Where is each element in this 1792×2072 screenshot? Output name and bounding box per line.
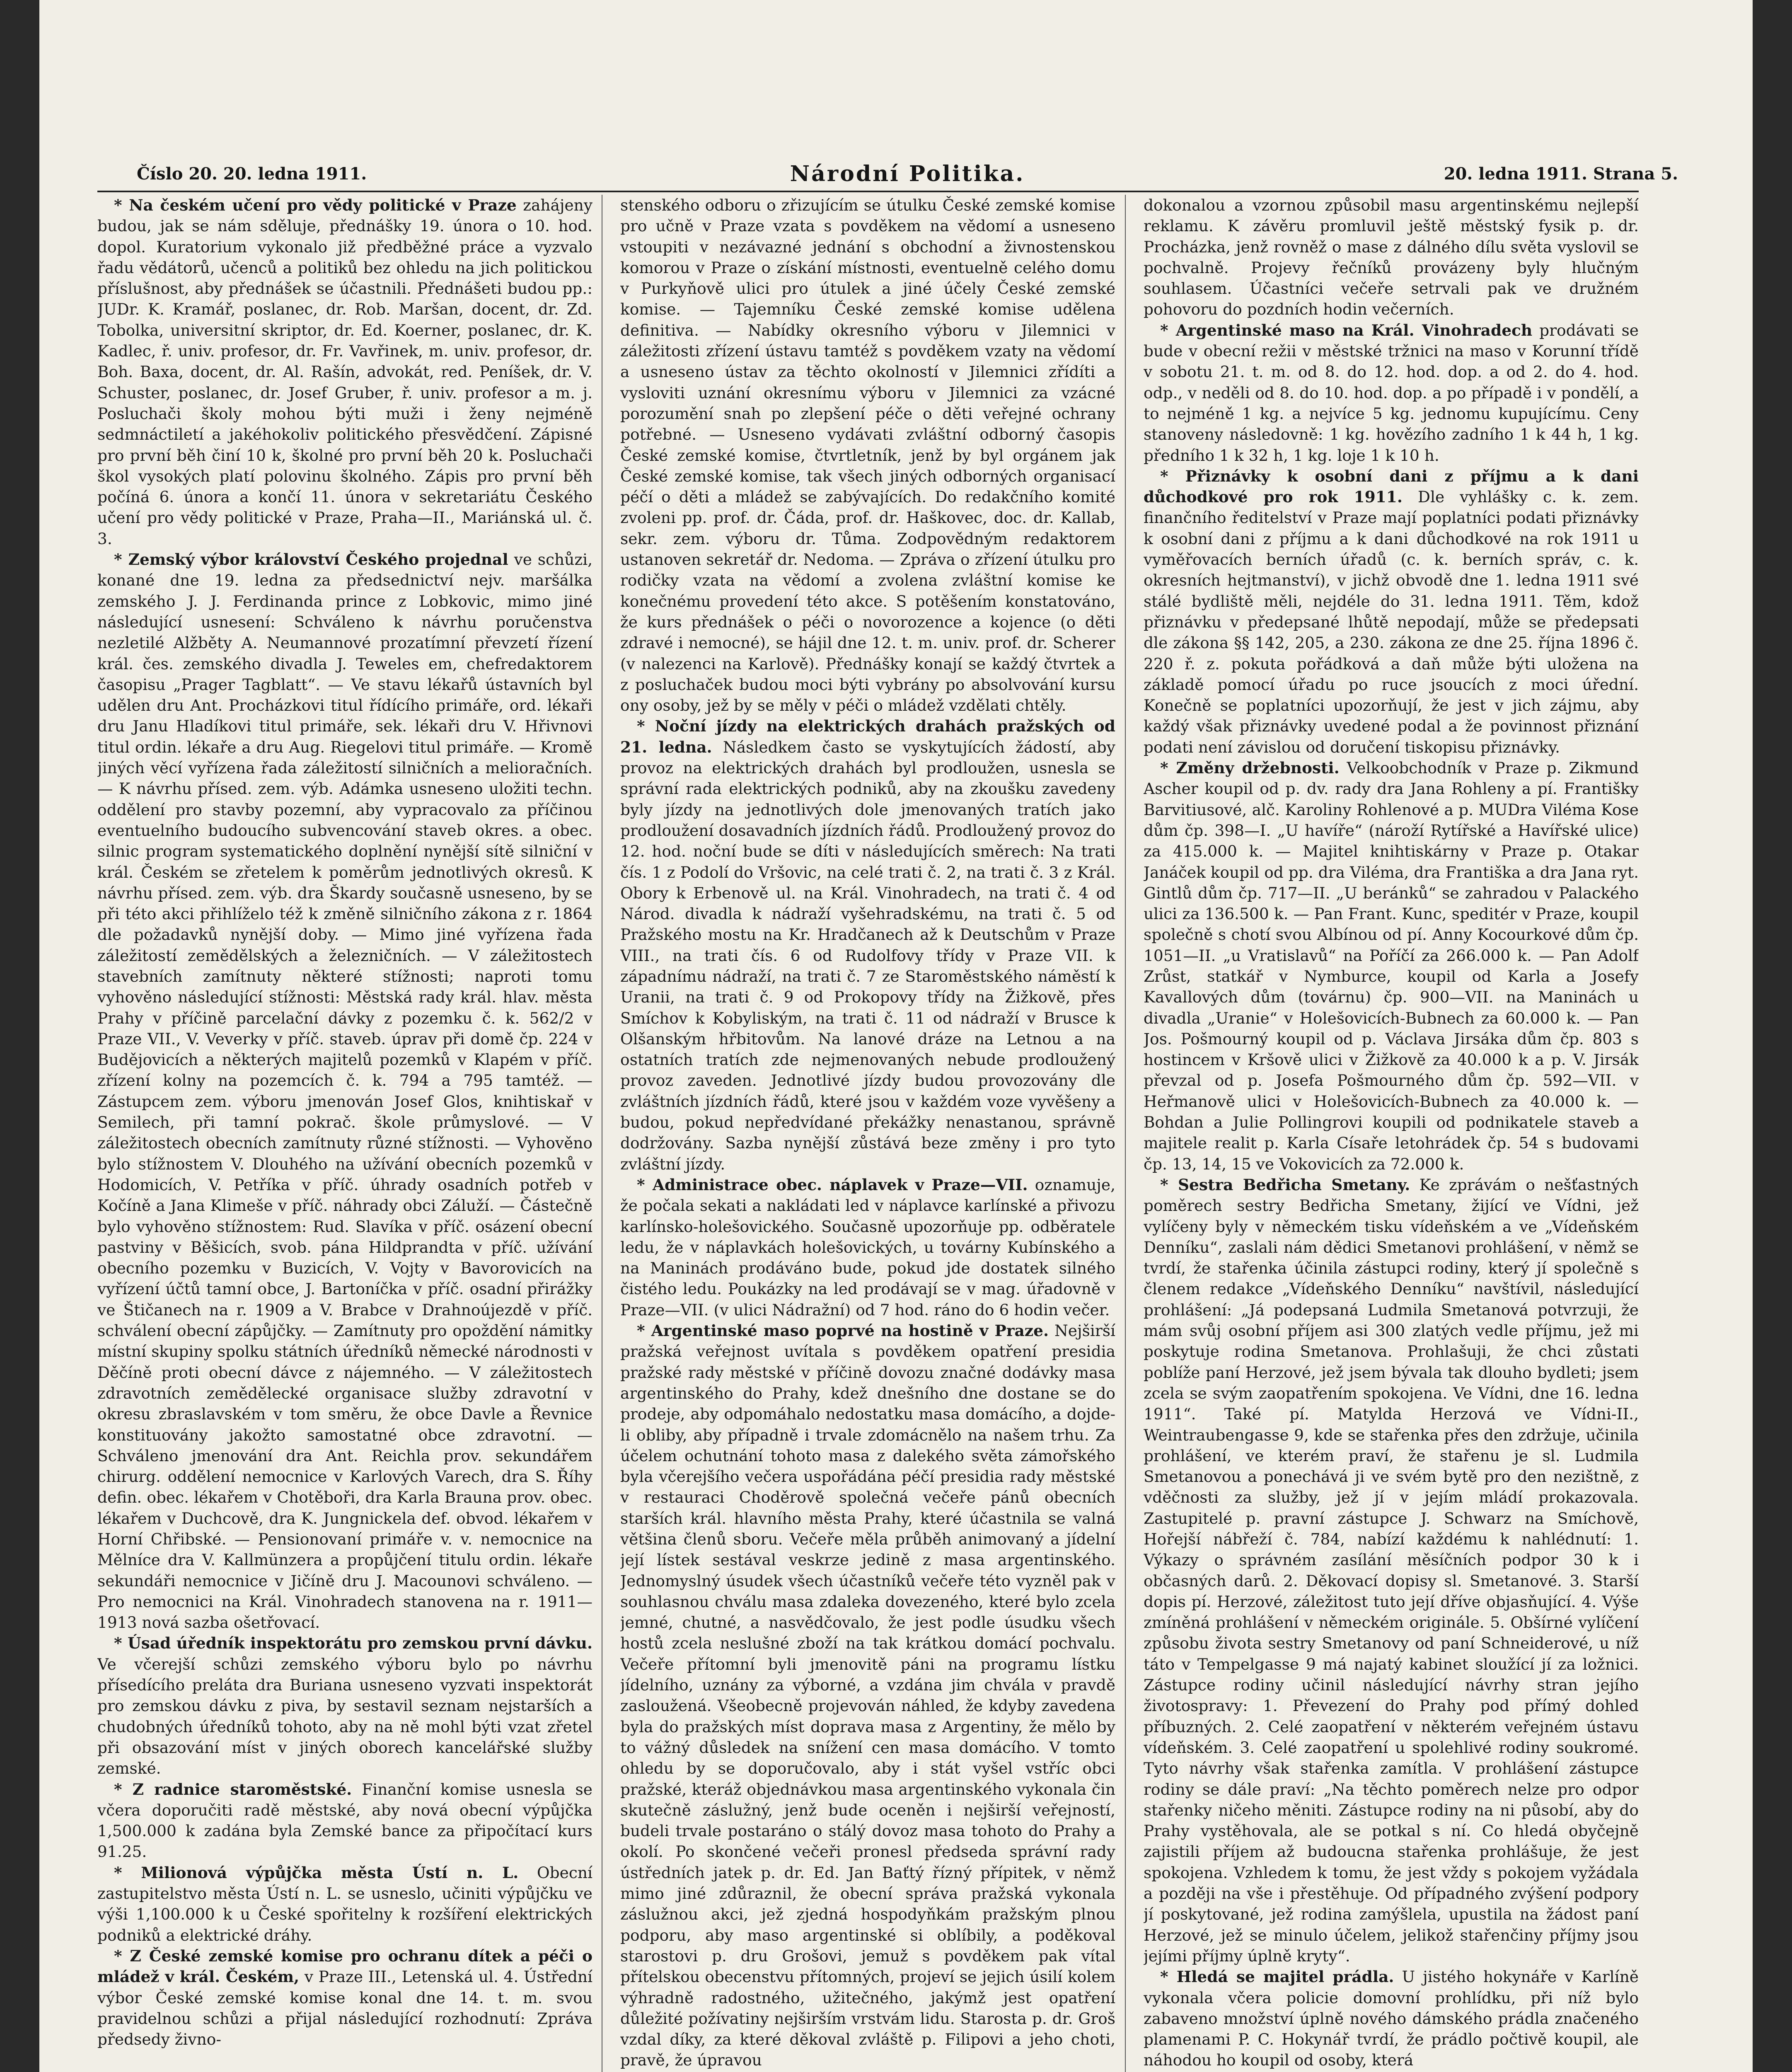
masthead-title: Národní Politika. bbox=[790, 161, 1025, 186]
article-paragraph bbox=[1144, 195, 1639, 320]
article-body: prodávati se bude v obecní režii v městské tržnici na maso v Korunní třídě v sobotu 21. t. m. od 8. do 12. hod. dop. a od 2. do 4. hod. odp., v neděli od 8. do 10. hod. dop. a po případě i v pondělí, a to nejméně 1 kg. a nejvíce 5 kg. jednomu kupujícímu. Ceny stanoveny následovně: 1 kg. hovězího zadního 1 k 44 h, 1 kg. předního 1 k 32 h, 1 kg. loje 1 k 10 h. bbox=[1144, 321, 1639, 465]
article-body: Ke zprávám o nešťastných poměrech sestry Bedřicha Smetany, žijící ve Vídni, jež vylíčeny byly v německém tisku vídeňském a ve „Vídeňském Denníku“, zaslali nám dědici Smetanovi prohlášení, v němž se tvrdí, že stařenka účinila zástupci rodiny, který jí společně s členem redakce „Vídeňského Denníku“ navštívil, následující prohlášení: „Já podepsaná Ludmila Smetanová potvrzuji, že mám svůj osobní příjem asi 300 zlatých vedle příjmu, jež mi poskytuje rodina Smetanova. Prohlašuji, že chci zůstati poblíže paní Herzové, jež jsem bývala tak dlouho bydleti; jsem zcela se svým zaopatřením spokojena. Ve Vídni, dne 16. ledna 1911“. Také pí. Matylda Herzová ve Vídni-II., Weintraubengasse 9, kde se stařenka přes den zdržuje, učinila prohlášení, ve kterém praví, že stařenu je sl. Ludmila Smetanovou a ponechává ji ve svém bytě pro den nezištně, z vděčnosti za služby, jež jí v jejím mládí prokazovala. Zastupitelé p. pravní zástupce J. Schwarz na Smíchově, Hořejší nábřeží č. 784, nabízí každému k nahlédnutí: 1. Výkazy o správném zasílání měsíčních podpor 30 k i občasných darů. 2. Děkovací dopisy sl. Smetanové. 3. Starší dopis pí. Herzové, záležitost tuto její dříve objasňující. 4. Výše zmíněná prohlášení v německém originále. 5. Obšírné vylíčení způsobu života sestry Smetanovy od paní Schneiderové, u níž táto v Tempelgasse 9 má najatý kabinet sloužící jí za ložnici. Zástupce rodiny učinil následující návrhy stran jejího životospravy: 1. Převezení do Prahy pod přímý dohled příbuzných. 2. Celé zaopatření v některém veřejném ústavu vídeňském. 3. Celé zaopatření u spolehlivé rodiny soukromé. Tyto návrhy však stařenka zamítla. V prohlášení zástupce rodiny se dále praví: „Na těchto poměrech nelze pro odpor stařenky ničeho měniti. Zástupce rodiny na ni působí, aby do Prahy vystěhovala, ale se potkal s ní. Co hledá obyčejně zajistili příjem až budoucna stařenka prohlášuje, že jest spokojena. Vzhledem k tomu, že jest vždy s pokojem vyžádala a později na vše i přestěhuje. Od případného zvýšení podpory jí poskytované, jež rodina zamýšlela, upustila na žádost paní Herzové, jež se minulo účelem, jelikož stařenčiny příjmy jsou jejími příjmy úplně kryty“. bbox=[1144, 1175, 1639, 1965]
article-body: Velkoobchodník v Praze p. Zikmund Ascher koupil od p. dv. rady dra Jana Rohleny a pí. Františky Barvitiusové, alč. Karoliny Rohlenové a p. MUDra Viléma Kose dům čp. 398—I. „U havíře“ (nároží Rytířské a Havířské ulice) za 415.000 k. — Majitel knihtiskárny v Praze p. Otakar Janáček koupil od pp. dra Viléma, dra Františka a dra Jana ryt. Gintlů dům čp. 717—II. „U beránků“ se zahradou v Palackého ulici za 136.500 k. — Pan Frant. Kunc, speditér v Praze, koupil společně s chotí svou Albínou od pí. Anny Kocourkové dům čp. 1051—II. „u Vratislavů“ na Poříčí za 266.000 k. — Pan Adolf Zrůst, statkář v Nymburce, koupil od Karla a Josefy Kavallových dům (továrnu) čp. 900—VII. na Maninách u divadla „Uranie“ v Holešovicích-Bubnech za 60.000 k. — Pan Jos. Pošmourný koupil od p. Václava Jirsáka dům čp. 803 s hostincem v Kršově ulici v Žižkově za 40.000 k a p. V. Jirsák převzal od p. Josefa Pošmourného dům čp. 592—VII. v Heřmanově ulici v Holešovicích-Bubnech za 40.000 k. — Bohdan a Julie Pollingrovi koupili od podnikatele staveb a majitele realit p. Karla Císaře letohrádek čp. 54 s budovami čp. 13, 14, 15 ve Vokovicích za 72.000 k. bbox=[1144, 759, 1639, 1173]
article-paragraph bbox=[1144, 758, 1639, 1174]
article-paragraph bbox=[97, 195, 592, 549]
article-paragraph bbox=[620, 195, 1115, 716]
article-body: zahájeny budou, jak se nám sděluje, přednášky 19. února o 10. hod. dopol. Kuratorium vykonalo již předběžné práce a vyzvalo řadu vědátorů, učenců a politiků bez ohledu na jich politickou příslušnost, aby přednášek se účastnili. Přednášeti budou pp.: JUDr. K. Kramář, poslanec, dr. Rob. Maršan, docent, dr. Zd. Tobolka, universitní skriptor, dr. Ed. Koerner, poslanec, dr. K. Kadlec, ř. univ. profesor, dr. Fr. Vavřinek, m. univ. profesor, dr. Boh. Baxa, docent, dr. Al. Rašín, advokát, red. Peníšek, dr. V. Schuster, poslanec, dr. Josef Gruber, ř. univ. profesor a m. j. Posluchači školy mohou býti muži i ženy nejméně sedmnáctiletí a jakéhokoliv politického přesvědčení. Zápisné pro první běh činí 10 k, školné pro první běh 20 k. Posluchači škol vysokých platí polovinu školného. Zápis pro první běh počíná 6. února a končí 11. února v sekretariátu Českého učení pro vědy politické v Praze, Praha—II., Mariánská ul. č. 3. bbox=[97, 196, 592, 548]
header-rule bbox=[97, 191, 1639, 192]
page-header bbox=[137, 160, 1678, 189]
page-date: 20. ledna 1911. Strana 5. bbox=[1444, 164, 1678, 184]
article-body: U jistého hokynáře v Karlíně vykonala včera policie domovní prohlídku, při níž bylo zabaveno množství úplně nového dámského prádla značeného plamenami P. C. Hokynář tvrdí, že prádlo počtivě koupil, ale náhodou ho koupil od osoby, která bbox=[1144, 1968, 1639, 2070]
article-paragraph bbox=[1144, 320, 1639, 466]
column-3 bbox=[1144, 195, 1639, 2072]
article-headline: * Administrace obec. náplavek v Praze—VII. bbox=[637, 1175, 1028, 1194]
article-body: ve schůzi, konané dne 19. ledna za předsednictví nejv. maršálka zemského J. J. Ferdinanda prince z Lobkovic, mimo jiné následující usnesení: Schváleno k návrhu poručenstva nezletilé Alžběty A. Neumannové prozatímní převzetí řízení král. čes. zemského divadla J. Teweles em, chefredaktorem časopisu „Prager Tagblatt“. — Ve stavu lékařů ústavních byl udělen dru Ant. Procházkovi titul řídícího primáře, ord. lékaři dru Janu Hladíkovi titul primáře, sek. lékaři dru V. Hřivnovi titul ordin. lékaře a dru Aug. Riegelovi titul primáře. — Kromě jiných věcí vyřízena řada záležitostí silničních a melioračních. — K návrhu přísed. zem. výb. Adámka usneseno uložiti techn. oddělení pro stavby pozemní, aby vypracovalo za příčinou eventuelního budoucího subvencování staveb okres. a obec. silnic program systematického doplnění nynější sítě silniční v král. Českém se zřetelem k poměrům jednotlivých okresů. K návrhu přísed. zem. výb. dra Škardy současně usneseno, by se při této akci přihlíželo též k změně silničního zákona z r. 1864 dle požadavků nynější doby. — Mimo jiné vyřízena řada záležitostí zemědělských a železničních. — V záležitostech stavebních zamítnuty některé stížnosti; naproti tomu vyhověno následující stížnosti: Městská rady král. hlav. města Prahy v příčině parcelační dávky z pozemku č. k. 562/2 v Praze VII., V. Veverky v příč. staveb. úprav při domě čp. 224 v Budějovicích a některých majitelů pozemků v Klapém v příč. zřízení kolny na pozemcích č. k. 794 a 795 tamtéž. — Zástupcem zem. výboru jmenován Josef Glos, knihtiskař v Semilech, při tamní pokrač. škole průmyslové. — V záležitostech obecních zamítnuty různé stížnosti. — Vyhověno bylo stížnostem V. Dlouhého na užívání obecních pozemků v Hodomicích, V. Petříka v příč. úhrady osadních potřeb v Kočíně a Jana Klimeše v příč. náhrady obci Záluží. — Částečně bylo vyhověno stížnostem: Rud. Slavíka v příč. osázení obecní pastviny v Běšicích, svob. pána Hildprandta v příč. užívání obecního pozemku v Buzicích, V. Vojty v Bavorovicích na vyřízení účtů tamní obce, J. Bartoníčka v příč. osadní přirážky ve Štičanech na r. 1909 a V. Brabce v Drahnoújezdě v příč. schválení obecní zápůjčky. — Zamítnuty pro opoždění námitky místní skupiny spolku státních úředníků německé národnosti v Děčíně proti obecní dávce z nájemného. — V záležitostech zdravotních zemědělecké organisace služby zdravotní v okresu zbraslavském v tom směru, že obce Davle a Řevnice konstituovány jakožto samostatné obce zdravotní. — Schváleno jmenování dra Ant. Reichla prov. sekundářem chirurg. oddělení nemocnice v Karlových Varech, dra S. Říhy defin. obec. lékařem v Chotěboři, dra Karla Brauna prov. obec. lékařem v Duchcově, dra K. Jungnickela def. obvod. lékařem v Horní Chřibské. — Pensionovaní primáře v. v. nemocnice na Mělníce dra V. Kallmünzera a propůjčení titulu ordin. lékaře sekundáři nemocnice v Jičíně dru J. Macounovi schváleno. — Pro nemocnici na Král. Vinohradech stanovena na r. 1911—1913 nová sazba ošetřovací. bbox=[97, 550, 592, 1632]
article-headline: * Milionová výpůjčka města Ústí n. L. bbox=[114, 1863, 519, 1882]
article-paragraph bbox=[620, 716, 1115, 1174]
article-headline: * Z České zemské komise pro ochranu dítek a péči o mládež v král. Českém, bbox=[97, 1946, 592, 1986]
article-paragraph bbox=[97, 1862, 592, 1946]
article-body: v Praze III., Letenská ul. 4. Ústřední výbor České zemské komise konal dne 14. t. m. svou pravidelnou schůzi a přijal následující rozhodnutí: Zpráva předsedy živno- bbox=[97, 1968, 592, 2049]
article-headline: * Úsad úředník inspektorátu pro zemskou první dávku. bbox=[114, 1634, 592, 1653]
article-paragraph bbox=[97, 1633, 592, 1779]
column-2 bbox=[620, 195, 1115, 2072]
article-body: Dle vyhlášky c. k. zem. finančního ředitelství v Praze mají poplatníci podati přiznávky k osobní dani z příjmu a k dani důchodkové na rok 1911 u vyměřovacích berních úřadů (c. k. berních správ, c. k. okresních hejtmanství), v jichž obvodě dne 1. ledna 1911 své stálé bydliště měli, nejdéle do 31. ledna 1911. Těm, kdož přiznávku v předepsané lhůtě nepodají, může se předepsati dle zákona §§ 142, 205, a 230. zákona ze dne 25. října 1896 č. 220 ř. z. pokuta pořádková a daň může býti uložena na základě pomocí úřadu po ruce jsoucích z moci úřední. Konečně se poplatníci upozorňují, že jest v jich zájmu, aby každý však přiznávky uvedené podal a že povinnost přiznání podati není závislou od doručení tiskopisu přiznávky. bbox=[1144, 488, 1639, 756]
article-paragraph bbox=[1144, 466, 1639, 758]
article-paragraph bbox=[1144, 1174, 1639, 1966]
article-headline: * Sestra Bedřicha Smetany. bbox=[1160, 1175, 1410, 1194]
article-headline: * Argentinské maso na Král. Vinohradech bbox=[1160, 321, 1533, 339]
article-headline: * Hledá se majitel prádla. bbox=[1160, 1968, 1394, 1986]
article-body: Ve včerejší schůzi zemského výboru bylo po návrhu přísedícího preláta dra Buriana usneseno vyzvati inspektorát pro zemskou dávku z piva, by sestavil seznam nejstarších a chudobných úředníků tohoto, aby na ně mohl býti vzat zřetel při obsazování míst v jiných oborech kancelářské služby zemské. bbox=[97, 1655, 592, 1778]
article-paragraph bbox=[620, 1320, 1115, 2071]
issue-number: Číslo 20. 20. ledna 1911. bbox=[137, 164, 367, 184]
article-paragraph bbox=[97, 1946, 592, 2050]
article-body: oznamuje, že počala sekati a nakládati led v náplavce karlínské a přivozu karlínsko-holešovického. Současně upozorňuje pp. odběratele ledu, že v náplavkách holešovických, u továrny Kubínského a na Maninách prodáváno bude, pokud jde dostatek silného čistého ledu. Poukázky na led prodávají se v mag. úřadovně v Praze—VII. (v ulici Nádražní) od 7 hod. ráno do 6 hodin večer. bbox=[620, 1175, 1115, 1319]
article-body: Následkem často se vyskytujících žádostí, aby provoz na elektrických drahách byl prodloužen, usnesla se správní rada elektrických podniků, aby na zkoušku zavedeny byly jízdy na jednotlivých dole jmenovaných tratích jako prodloužení dosavadních jízdních řádů. Prodloužený provoz do 12. hod. noční bude se díti v následujících směrech: Na trati čís. 1 z Podolí do Vršovic, na celé trati č. 2, na trati č. 3 z Král. Obory k Erbenově ul. na Král. Vinohradech, na trati č. 4 od Národ. divadla k nádraží vyšehradskému, na trati č. 5 od Pražského mostu na Kr. Hradčanech až k Deutschům v Praze VIII., na trati čís. 6 od Rudolfovy třídy v Praze VII. k západnímu nádraží, na trati č. 7 ze Staroměstského náměstí k Uranii, na trati č. 9 od Prokopovy třídy na Žižkově, přes Smíchov k Kobyliským, na trati č. 11 od nádraží v Brusce k Olšanským hřbitovům. Na lanové dráze na Letnou a na ostatních tratích zde nejmenovaných nebude prodloužený provoz zaveden. Jednotlivé jízdy budou provozovány dle zvláštních jízdních řádů, které jsou v každém voze vyvěšeny a budou, pokud nepředvídané překážky nenastanou, správně dodržovány. Sazba nynější zůstává beze změny i pro tyto zvláštní jízdy. bbox=[620, 738, 1115, 1173]
article-paragraph bbox=[1144, 1966, 1639, 2070]
article-paragraph bbox=[97, 1779, 592, 1862]
article-headline: * Na českém učení pro vědy politické v Praze bbox=[114, 196, 517, 214]
article-body: dokonalou a vzornou způsobil masu argentinskému nejlepší reklamu. K závěru promluvil ještě městský fysik p. dr. Procházka, jenž rovněž o mase z dálného dílu světa vyslovil se pochvalně. Projevy řečníků provázeny byly hlučným souhlasem. Účastníci večeře setrvali pak ve družném pohovoru do pozdních hodin večerních. bbox=[1144, 196, 1639, 319]
article-headline: * Přiznávky k osobní dani z příjmu a k dani důchodkové pro rok 1911. bbox=[1144, 467, 1639, 506]
article-headline: * Změny držebnosti. bbox=[1160, 759, 1340, 777]
article-paragraph bbox=[97, 549, 592, 1633]
article-headline: * Argentinské maso poprvé na hostině v Praze. bbox=[637, 1322, 1049, 1340]
article-headline: * Zemský výbor království Českého projednal bbox=[114, 550, 508, 569]
column-divider bbox=[1125, 195, 1126, 2072]
article-headline: * Noční jízdy na elektrických drahách pražských od 21. ledna. bbox=[620, 717, 1115, 756]
article-paragraph bbox=[620, 1174, 1115, 1320]
article-body: Obecní zastupitelstvo města Ústí n. L. se usneslo, učiniti výpůjčku ve výši 1,100.000 k u České spořitelny k rozšíření elektrických podniků a elektrické dráhy. bbox=[97, 1863, 592, 1944]
article-headline: * Z radnice staroměstské. bbox=[114, 1780, 352, 1798]
article-body: Finanční komise usnesla se včera doporučiti radě městské, aby nová obecní výpůjčka 1,500.000 k zadána byla Zemské bance za připočítací kurs 91.25. bbox=[97, 1780, 592, 1861]
article-body: stenského odboru o zřizujícím se útulku České zemské komise pro učně v Praze vzata s povděkem na vědomí a usneseno vstoupiti v nezávazné jednání s obchodní a živnostenskou komorou v Praze o získání místnosti, eventuelně celého domu v Purkyňově ulici pro útulek a jiné účely České zemské komise. — Tajemníku České zemské komise udělena definitiva. — Nabídky okresního výboru v Jilemnici v záležitosti zřízení ústavu tamtéž s povděkem vzaty na vědomí a usneseno ústav za těchto okolností v Jilemnici zřídíti a vysloviti uznání okresnímu výboru v Jilemnici za vzácné porozumění snah po zlepšení péče o děti veřejné ochrany potřebné. — Usneseno vydávati zvláštní odborný časopis České zemské komise, čtvrtletník, jenž by byl orgánem jak České zemské komise, tak všech jiných odborných organisací péčí o děti a mládež se zabývajících. Do redakčního komité zvoleni pp. prof. dr. Čáda, prof. dr. Haškovec, doc. dr. Kallab, sekr. zem. výboru dr. Tůma. Zodpovědným redaktorem ustanoven sekretář dr. Nedoma. — Zpráva o zřízení útulku pro rodičky vzata na vědomí a zvolena zvláštní komise ke konečnému provedení této akce. S potěšením konstatováno, že kurs přednášek o péči o novorozence a kojence (o děti zdravé i nemocné), se hájil dne 12. t. m. univ. prof. dr. Scherer (v nalezenci na Karlově). Přednášky konají se každý čtvrtek a z posluchaček budou moci býti vybrány po absolvování kursu ony osoby, jež by se měly v péči o mládež vzdělati chtěly. bbox=[620, 196, 1115, 715]
column-1 bbox=[97, 195, 592, 2072]
article-body: Nejširší pražská veřejnost uvítala s povděkem opatření presidia pražské rady městské v příčině dovozu značné dodávky masa argentinského do Prahy, kdež dnešního dne dostane se do prodeje, aby odpomáhalo nedostatku masa domácího, a dojde-li obliby, aby případně i trvale zdomácnělo na našem trhu. Za účelem ochutnání tohoto masa z dalekého světa zámořského byla včerejšího večera uspořádána péčí presidia rady městské v restauraci Choděrově společná večeře pánů obecních starších král. hlavního města Prahy, které účastnila se valná většina členů sboru. Večeře měla průběh animovaný a jídelní její lístek sestával veskrze jedině z masa argentinského. Jednomyslný úsudek všech účastníků večeře této vyzněl pak v souhlasnou chválu masa zdaleka dovezeného, které bylo zcela jemné, chutné, a nasvědčovalo, že jest podle úsudku všech hostů zcela neslušné zboží na tak krátkou domácí pochvalu. Večeře přítomní byli jmenovitě páni na programu lístku jídelního, uznány za výborné, a vzdána jim chvála v pravdě zasloužená. Všeobecně projevován náhled, že kdyby zavedena byla do pražských míst doprava masa z Argentiny, že mělo by to vážný důsledek na snížení cen masa domácího. V tomto ohledu by se doporučovalo, aby i stát vyšel vstříc obci pražské, kteráž objednávkou masa argentinského vykonala čin skutečně záslužný, jenž bude oceněn i nejširší veřejností, budeli trvale postaráno o stálý dovoz masa tohoto do Prahy a okolí. Po skončené večeři pronesl předseda správní rady ústředních jatek p. dr. Ed. Jan Baťtý řízný přípitek, v němž mimo jiné zdůraznil, že obecní správa pražská vykonala záslužnou akci, jež zjedná hospodyňkám pražským plnou podporu, aby maso argentinské si oblíbily, a poděkoval starostovi p. dru Grošovi, jemuž s povděkem pak vítal přítelskou obecenstvu přítomných, projeví se jejich úsilí kolem výhradně radostného, užitečného, jakýmž jest opatření důležité požívatiny nejširším vrstvám lidu. Starosta p. dr. Groš vzdal díky, za které děkoval zvláště p. Filipovi a jeho choti, pravě, že úpravou bbox=[620, 1322, 1115, 2070]
